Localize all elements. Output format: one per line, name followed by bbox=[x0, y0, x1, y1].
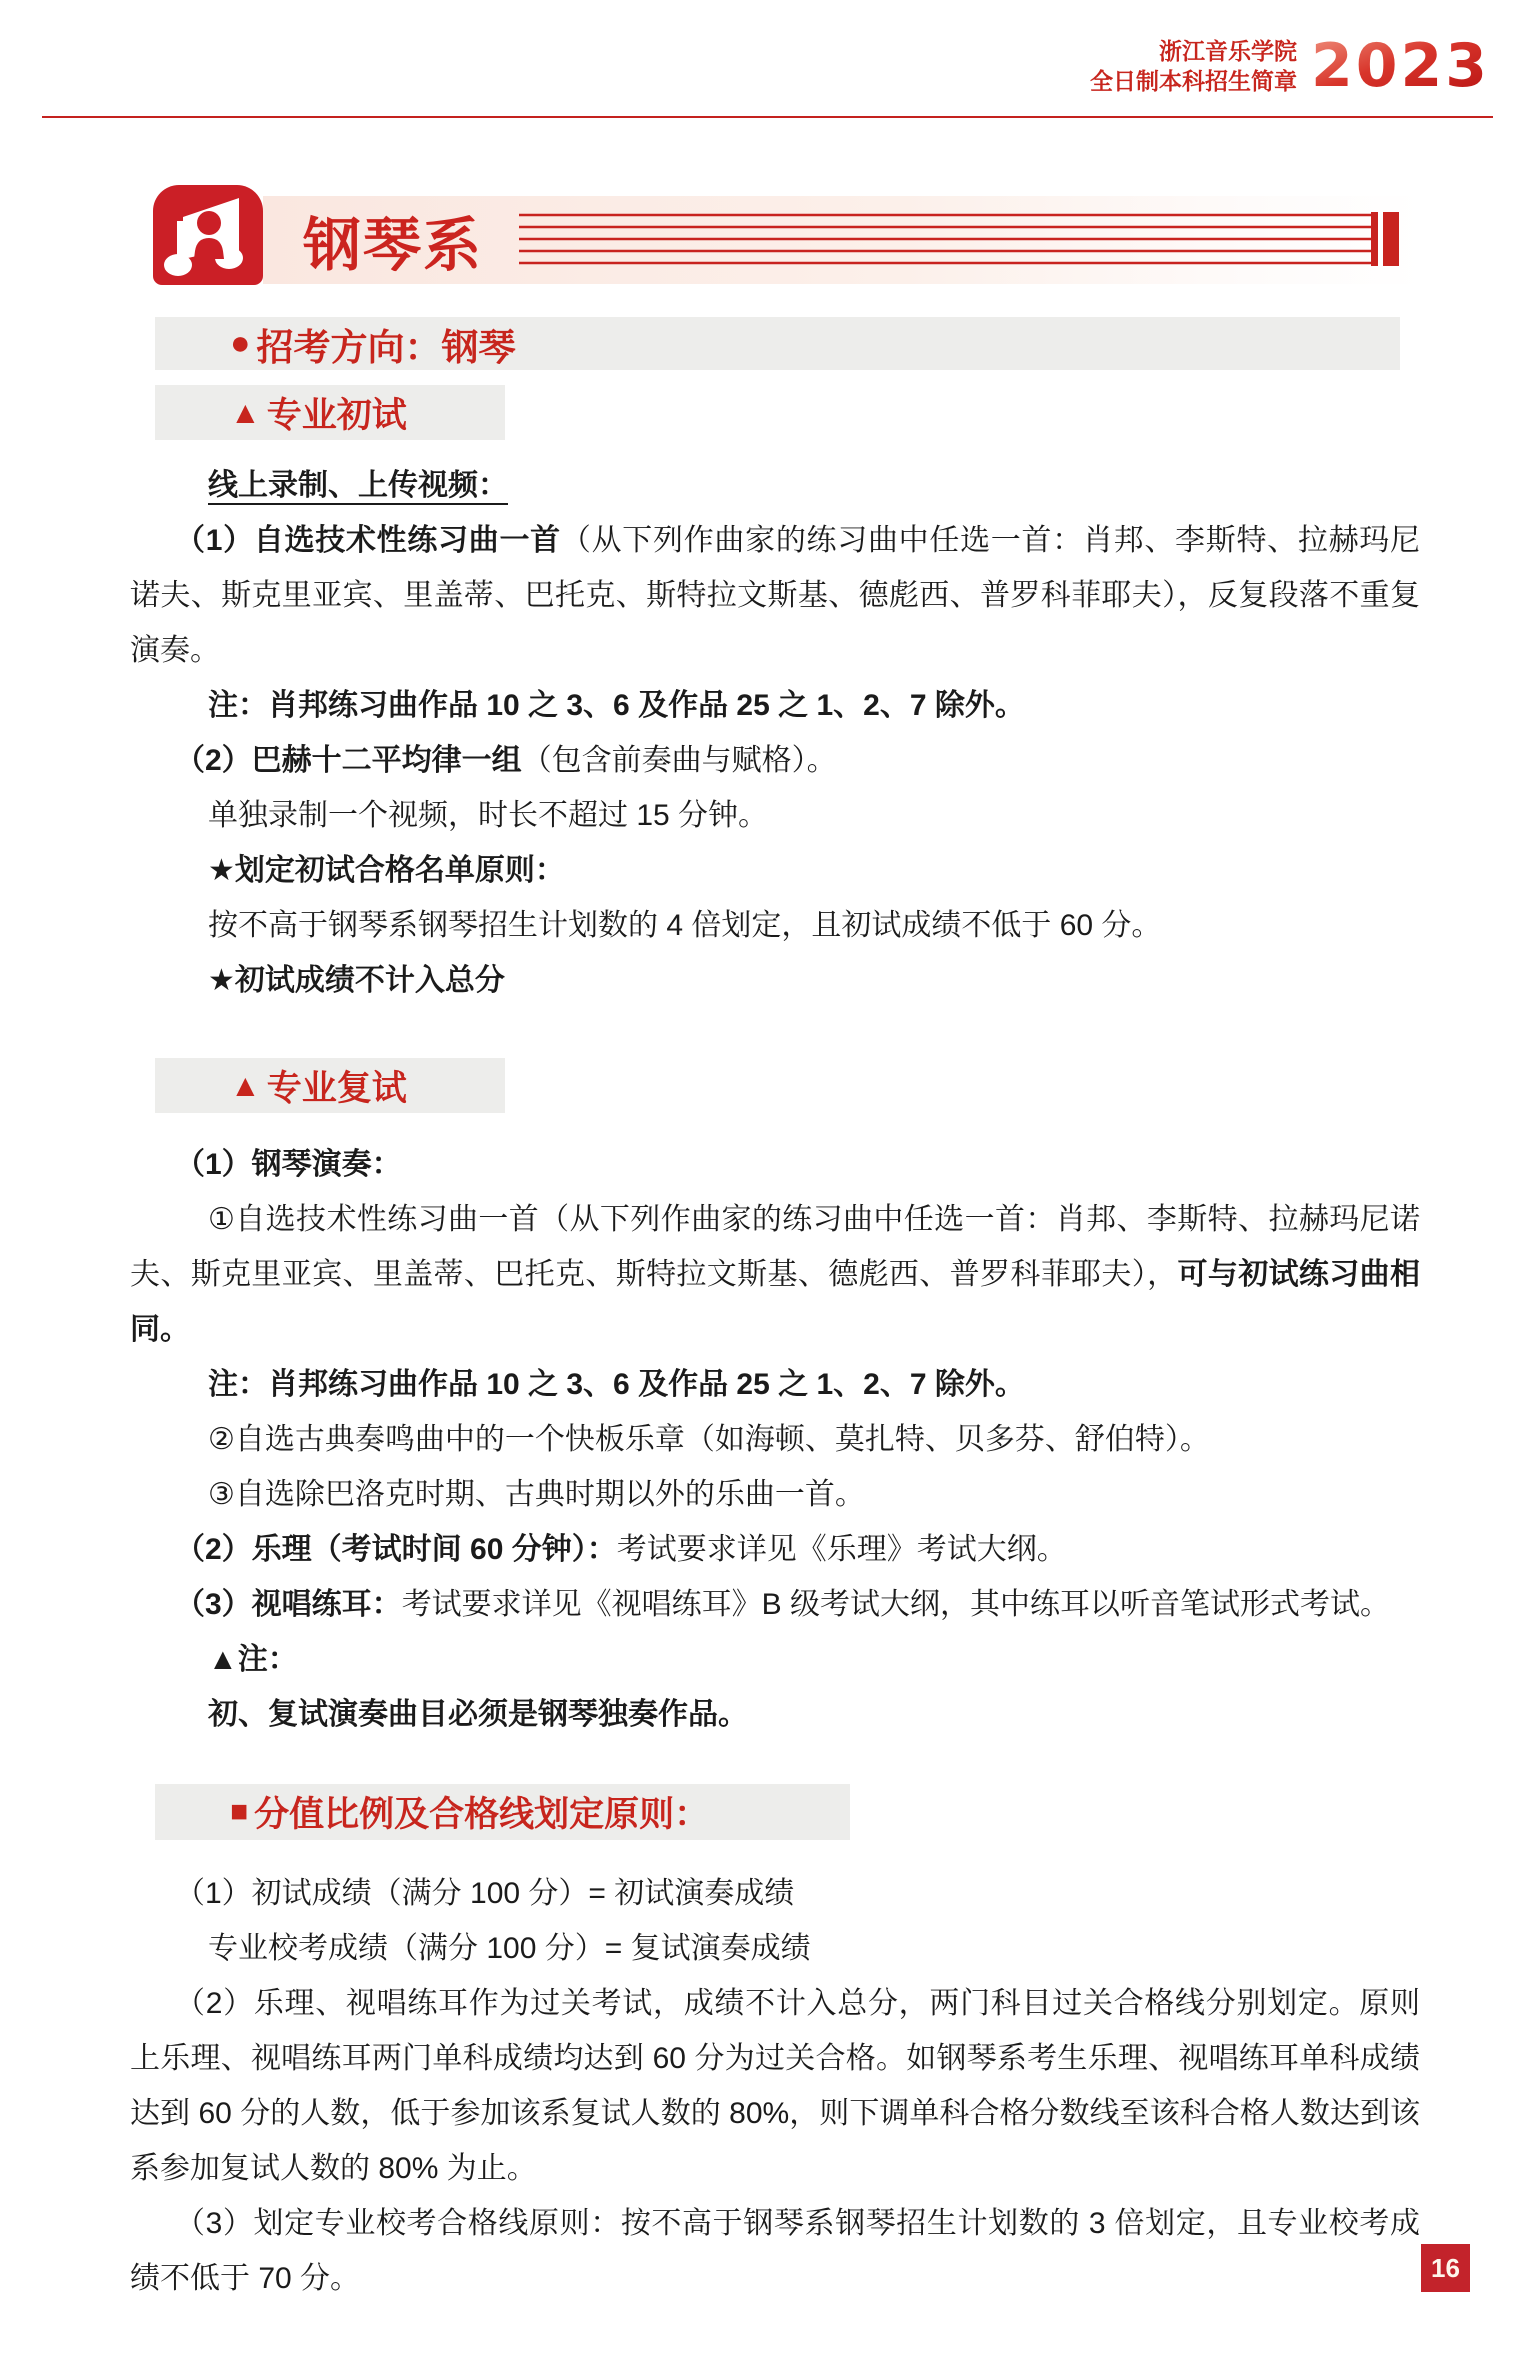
section-heading-scoring bbox=[155, 1784, 850, 1840]
direction-heading bbox=[155, 317, 1400, 370]
corner-branding bbox=[1090, 31, 1490, 101]
paragraph bbox=[130, 1687, 1420, 1742]
paragraph bbox=[130, 953, 1420, 1008]
paragraph-text: ★划定初试合格名单原则： bbox=[208, 854, 565, 887]
direction-heading-label: 招考方向：钢琴 bbox=[256, 326, 516, 368]
paragraph-text: 注：肖邦练习曲作品 10 之 3、6 及作品 25 之 1、2、7 除外。 bbox=[208, 1368, 1025, 1401]
page-content bbox=[0, 317, 1535, 2306]
paragraph bbox=[130, 1467, 1420, 1522]
paragraph-text: （包含前奏曲与赋格）。 bbox=[521, 744, 837, 777]
paragraph-text: （1）初试成绩（满分 100 分）= 初试演奏成绩 bbox=[175, 1877, 795, 1910]
paragraph bbox=[130, 1921, 1420, 1976]
paragraph bbox=[130, 733, 1420, 788]
school-name-block bbox=[1090, 36, 1297, 96]
paragraph-text: 注：肖邦练习曲作品 10 之 3、6 及作品 25 之 1、2、7 除外。 bbox=[208, 689, 1025, 722]
paragraph-text: （1）自选技术性练习曲一首 bbox=[175, 524, 561, 557]
paragraph bbox=[130, 1632, 1420, 1687]
masthead bbox=[0, 0, 1535, 317]
paragraph bbox=[130, 1192, 1420, 1357]
scoring-body bbox=[130, 1866, 1420, 2306]
paragraph bbox=[130, 678, 1420, 733]
paragraph-text: 按不高于钢琴系钢琴招生计划数的 4 倍划定，且初试成绩不低于 60 分。 bbox=[208, 909, 1162, 942]
paragraph-text: ★初试成绩不计入总分 bbox=[208, 964, 505, 997]
paragraph-text: （从下列作曲家的练习曲中任选一首：肖邦、李斯特、拉赫玛尼诺夫、斯克里亚宾、里盖蒂、巴托克、斯特拉文斯基、德彪西、普罗科菲耶夫），反复段落不重复演奏。 bbox=[130, 524, 1421, 667]
section-heading-final bbox=[155, 1058, 505, 1113]
brochure-name: 全日制本科招生简章 bbox=[1090, 68, 1297, 94]
page-number-badge bbox=[1421, 2244, 1470, 2292]
paragraph bbox=[130, 1522, 1420, 1577]
music-notes-person-icon bbox=[153, 185, 263, 285]
preliminary-exam-body bbox=[130, 458, 1420, 1008]
paragraph-text: ②自选古典奏鸣曲中的一个快板乐章（如海顿、莫扎特、贝多芬、舒伯特）。 bbox=[208, 1423, 1210, 1456]
department-banner bbox=[263, 196, 1423, 284]
year-label: 2023 bbox=[1311, 31, 1490, 101]
paragraph-text: 考试要求详见《乐理》考试大纲。 bbox=[616, 1533, 1067, 1566]
section-heading-label: 专业初试 bbox=[266, 395, 407, 435]
paragraph bbox=[130, 1577, 1420, 1632]
paragraph bbox=[130, 788, 1420, 843]
paragraph-text: （2）乐理（考试时间 60 分钟）： bbox=[175, 1533, 617, 1566]
page-number: 16 bbox=[1431, 2252, 1460, 2283]
header-divider-rule bbox=[42, 116, 1493, 118]
triangle-marker-icon: ▲ bbox=[230, 394, 261, 430]
paragraph-text: （2）乐理、视唱练耳作为过关考试，成绩不计入总分，两门科目过关合格线分别划定。原则上乐理、视唱练耳两门单科成绩均达到 60 分为过关合格。如钢琴系考生乐理、视唱练耳单科成绩达到 60 分的人数，低于参加该系复试人数的 80%，则下调单科合格分数线至该科合格人数达到该系参加复试人数的 80% 为止。 bbox=[130, 1987, 1420, 2185]
music-staff-lines bbox=[519, 212, 1399, 268]
paragraph bbox=[130, 1866, 1420, 1921]
paragraph bbox=[130, 1412, 1420, 1467]
paragraph-text: ③自选除巴洛克时期、古典时期以外的乐曲一首。 bbox=[208, 1478, 865, 1511]
paragraph bbox=[130, 1137, 1420, 1192]
paragraph-text: 线上录制、上传视频： bbox=[208, 469, 508, 502]
paragraph-text: 初、复试演奏曲目必须是钢琴独奏作品。 bbox=[208, 1698, 748, 1731]
paragraph-text: 专业校考成绩（满分 100 分）= 复试演奏成绩 bbox=[208, 1932, 811, 1965]
circle-bullet-icon: ● bbox=[230, 324, 251, 362]
paragraph-text: 可与初试练习曲相同。 bbox=[130, 1258, 1421, 1346]
final-exam-body bbox=[130, 1137, 1420, 1742]
triangle-marker-icon: ▲ bbox=[230, 1067, 261, 1103]
paragraph-text: ①自选技术性练习曲一首（从下列作曲家的练习曲中任选一首：肖邦、李斯特、拉赫玛尼诺夫、斯克里亚宾、里盖蒂、巴托克、斯特拉文斯基、德彪西、普罗科菲耶夫）， bbox=[130, 1203, 1420, 1291]
section-heading-preliminary bbox=[155, 385, 505, 440]
paragraph-text: （3）划定专业校考合格线原则：按不高于钢琴系钢琴招生计划数的 3 倍划定，且专业校考成绩不低于 70 分。 bbox=[130, 2207, 1420, 2295]
paragraph bbox=[130, 1357, 1420, 1412]
paragraph-text: （3）视唱练耳： bbox=[175, 1588, 402, 1621]
paragraph-text: （1）钢琴演奏： bbox=[175, 1148, 402, 1181]
paragraph bbox=[130, 513, 1420, 678]
section-heading-label: 分值比例及合格线划定原则： bbox=[254, 1795, 710, 1834]
paragraph bbox=[130, 2196, 1420, 2306]
paragraph bbox=[130, 1976, 1420, 2196]
paragraph bbox=[130, 843, 1420, 898]
paragraph bbox=[130, 898, 1420, 953]
square-marker-icon: ■ bbox=[230, 1795, 249, 1828]
section-heading-label: 专业复试 bbox=[266, 1068, 407, 1108]
paragraph-text: 考试要求详见《视唱练耳》B 级考试大纲，其中练耳以听音笔试形式考试。 bbox=[401, 1588, 1391, 1621]
paragraph-text: 单独录制一个视频，时长不超过 15 分钟。 bbox=[208, 799, 769, 832]
paragraph-text: ▲注： bbox=[208, 1643, 298, 1676]
department-title: 钢琴系 bbox=[303, 211, 484, 279]
paragraph-text: （2）巴赫十二平均律一组 bbox=[175, 744, 522, 777]
paragraph bbox=[130, 458, 1420, 513]
school-name: 浙江音乐学院 bbox=[1159, 38, 1297, 64]
